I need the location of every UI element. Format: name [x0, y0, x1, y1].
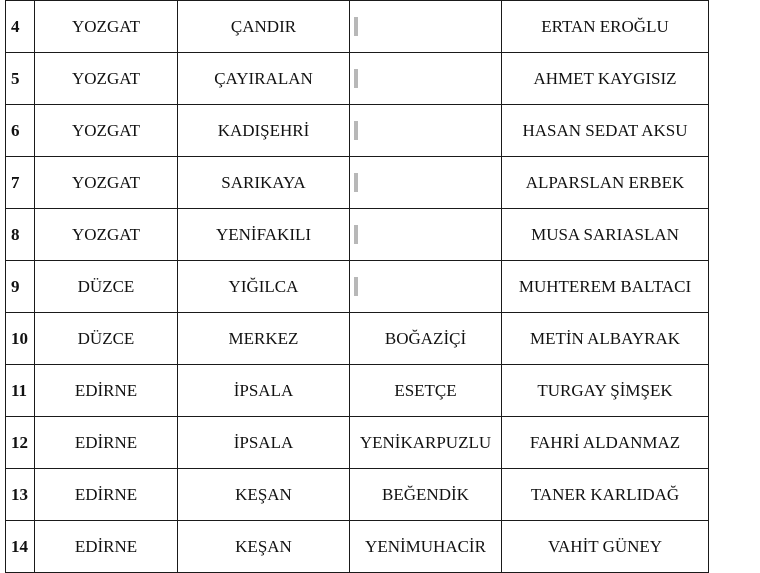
table-row	[6, 157, 709, 209]
row-number-text: 6	[11, 120, 20, 140]
empty-cell-marker	[354, 17, 358, 36]
person-name-text: AHMET KAYGISIZ	[533, 68, 677, 88]
province-cell	[35, 521, 178, 573]
village-text: ESETÇE	[394, 380, 457, 400]
row-number-text: 7	[11, 172, 20, 192]
person-name-text: MUSA SARIASLAN	[531, 224, 679, 244]
row-number-text: 10	[11, 328, 28, 348]
district-cell	[178, 313, 350, 365]
row-number-cell	[6, 365, 35, 417]
person-name-text: HASAN SEDAT AKSU	[522, 120, 688, 140]
row-number-text: 5	[11, 68, 20, 88]
province-cell	[35, 417, 178, 469]
person-name-text: FAHRİ ALDANMAZ	[529, 432, 681, 452]
district-cell	[178, 209, 350, 261]
province-text: EDİRNE	[74, 432, 138, 452]
row-number-cell	[6, 417, 35, 469]
province-text: DÜZCE	[77, 328, 135, 348]
district-cell	[178, 261, 350, 313]
province-cell	[35, 157, 178, 209]
district-cell	[178, 417, 350, 469]
village-cell	[350, 261, 502, 313]
province-text: YOZGAT	[72, 120, 140, 140]
table-row	[6, 313, 709, 365]
empty-cell-marker	[354, 121, 358, 140]
table-row	[6, 365, 709, 417]
person-name-text: METİN ALBAYRAK	[529, 328, 681, 348]
district-text: İPSALA	[233, 432, 294, 452]
table-row	[6, 261, 709, 313]
person-name-text: ALPARSLAN ERBEK	[525, 172, 685, 192]
empty-cell-marker	[354, 69, 358, 88]
province-text: DÜZCE	[77, 276, 135, 296]
village-cell	[350, 1, 502, 53]
table-row	[6, 209, 709, 261]
row-number-cell	[6, 1, 35, 53]
village-cell	[350, 469, 502, 521]
province-cell	[35, 365, 178, 417]
village-text: BOĞAZİÇİ	[384, 328, 467, 348]
row-number-text: 14	[11, 536, 28, 556]
row-number-text: 8	[11, 224, 20, 244]
province-cell	[35, 209, 178, 261]
district-text: İPSALA	[233, 380, 294, 400]
province-text: YOZGAT	[72, 16, 140, 36]
village-cell	[350, 365, 502, 417]
province-cell	[35, 313, 178, 365]
person-name-cell	[502, 1, 709, 53]
document-table	[5, 0, 709, 573]
district-cell	[178, 521, 350, 573]
province-cell	[35, 261, 178, 313]
province-text: EDİRNE	[74, 380, 138, 400]
person-name-cell	[502, 157, 709, 209]
row-number-text: 12	[11, 432, 28, 452]
district-text: KADIŞEHRİ	[217, 120, 310, 140]
person-name-text: ERTAN EROĞLU	[541, 16, 669, 36]
row-number-text: 9	[11, 276, 20, 296]
village-cell	[350, 209, 502, 261]
province-text: EDİRNE	[74, 484, 138, 504]
row-number-cell	[6, 209, 35, 261]
person-name-cell	[502, 53, 709, 105]
district-text: YENİFAKILI	[215, 224, 312, 244]
village-cell	[350, 53, 502, 105]
village-cell	[350, 417, 502, 469]
person-name-text: TANER KARLIDAĞ	[530, 484, 680, 504]
village-cell	[350, 105, 502, 157]
person-name-cell	[502, 521, 709, 573]
province-text: YOZGAT	[72, 68, 140, 88]
table-row	[6, 53, 709, 105]
table-row	[6, 1, 709, 53]
row-number-text: 4	[11, 16, 20, 36]
row-number-cell	[6, 521, 35, 573]
village-text: BEĞENDİK	[382, 484, 469, 504]
district-cell	[178, 105, 350, 157]
district-text: ÇANDIR	[230, 16, 297, 36]
province-text: YOZGAT	[72, 224, 140, 244]
village-text: YENİMUHACİR	[365, 536, 486, 556]
district-text: YIĞILCA	[228, 276, 299, 296]
province-text: EDİRNE	[74, 536, 138, 556]
district-text: KEŞAN	[235, 484, 292, 504]
district-cell	[178, 469, 350, 521]
person-name-cell	[502, 261, 709, 313]
district-text: MERKEZ	[228, 328, 299, 348]
table-row	[6, 469, 709, 521]
district-text: SARIKAYA	[221, 172, 306, 192]
row-number-cell	[6, 53, 35, 105]
person-name-text: VAHİT GÜNEY	[547, 536, 663, 556]
table-body	[6, 1, 709, 573]
row-number-cell	[6, 105, 35, 157]
row-number-text: 11	[11, 380, 28, 400]
person-name-text: TURGAY ŞİMŞEK	[537, 380, 673, 400]
row-number-cell	[6, 261, 35, 313]
district-text: KEŞAN	[235, 536, 292, 556]
district-cell	[178, 157, 350, 209]
row-number-cell	[6, 313, 35, 365]
person-name-cell	[502, 105, 709, 157]
village-cell	[350, 157, 502, 209]
person-name-cell	[502, 313, 709, 365]
empty-cell-marker	[354, 277, 358, 296]
table-row	[6, 521, 709, 573]
province-cell	[35, 469, 178, 521]
table-row	[6, 417, 709, 469]
table-row	[6, 105, 709, 157]
village-text: YENİKARPUZLU	[359, 432, 492, 452]
row-number-cell	[6, 157, 35, 209]
row-number-cell	[6, 469, 35, 521]
person-name-text: MUHTEREM BALTACI	[518, 276, 692, 296]
province-text: YOZGAT	[72, 172, 140, 192]
person-name-cell	[502, 209, 709, 261]
village-cell	[350, 521, 502, 573]
person-name-cell	[502, 417, 709, 469]
district-cell	[178, 53, 350, 105]
empty-cell-marker	[354, 225, 358, 244]
person-name-cell	[502, 469, 709, 521]
district-text: ÇAYIRALAN	[214, 68, 313, 88]
row-number-text: 13	[11, 484, 28, 504]
person-name-cell	[502, 365, 709, 417]
district-cell	[178, 365, 350, 417]
village-cell	[350, 313, 502, 365]
province-cell	[35, 53, 178, 105]
province-cell	[35, 1, 178, 53]
district-cell	[178, 1, 350, 53]
province-cell	[35, 105, 178, 157]
empty-cell-marker	[354, 173, 358, 192]
